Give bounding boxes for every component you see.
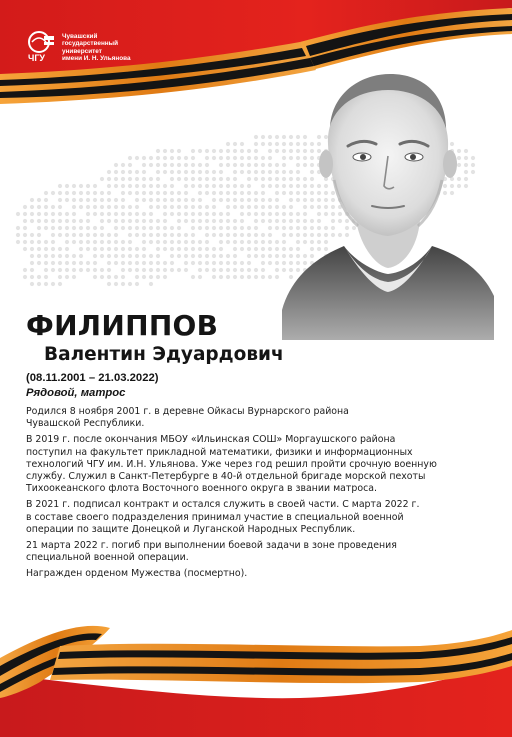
university-logo[interactable] <box>26 30 176 70</box>
bio-line: технологий ЧГУ им. И.Н. Ульянова. Уже через год решил пройти срочную военную <box>26 458 437 470</box>
university-name-line: Чувашский <box>62 33 98 40</box>
bio-line: операции по защите Донецкой и Луганской Народных Республик. <box>26 523 356 535</box>
bio-paragraph <box>26 568 494 580</box>
university-name <box>62 33 182 63</box>
bio-line: В 2021 г. подписал контракт и остался служить в своей части. С марта 2022 г. <box>26 499 420 511</box>
footer-ribbon-banner <box>0 600 512 737</box>
emblem-text: ЧГУ <box>28 53 46 63</box>
bio-paragraph <box>26 540 494 564</box>
life-dates: (08.11.2001 – 21.03.2022) <box>26 372 159 384</box>
bio-line: 21 марта 2022 г. погиб при выполнении боевой задачи в зоне проведения <box>26 540 397 552</box>
bio-line: Родился 8 ноября 2001 г. в деревне Ойкасы Вурнарского района <box>26 406 349 417</box>
military-rank: Рядовой, матрос <box>26 387 126 399</box>
bio-line: В 2019 г. после окончания МБОУ «Ильинская СОШ» Моргаушского района <box>26 434 396 446</box>
bio-line: в составе своего подразделения принимал участие в специальной военной <box>26 511 404 523</box>
bio-line: службу. Служил в Санкт-Петербурге в 40-й отдельной бригаде морской пехоты <box>26 471 426 483</box>
university-name-line: университет <box>62 47 102 55</box>
bio-paragraph <box>26 499 494 536</box>
bio-line: специальной военной операции. <box>26 552 189 564</box>
bio-line: Чувашской Республики. <box>26 418 145 430</box>
bio-paragraph <box>26 434 494 495</box>
bio-line: Награжден орденом Мужества (посмертно). <box>26 568 248 580</box>
portrait-image <box>282 60 494 340</box>
person-given-names: Валентин Эдуардович <box>44 344 284 365</box>
biography <box>26 406 494 585</box>
person-surname: ФИЛИППОВ <box>26 309 219 342</box>
bio-paragraph <box>26 406 494 430</box>
bio-line: Тихоокеанского флота Восточного военного округа в звании матроса. <box>26 483 377 495</box>
university-name-line: государственный <box>62 40 119 48</box>
bio-line: поступил на факультет прикладной математики, физики и информационных <box>26 446 413 458</box>
university-name-line: имени И. Н. Ульянова <box>62 55 131 63</box>
university-emblem-icon <box>26 30 58 64</box>
